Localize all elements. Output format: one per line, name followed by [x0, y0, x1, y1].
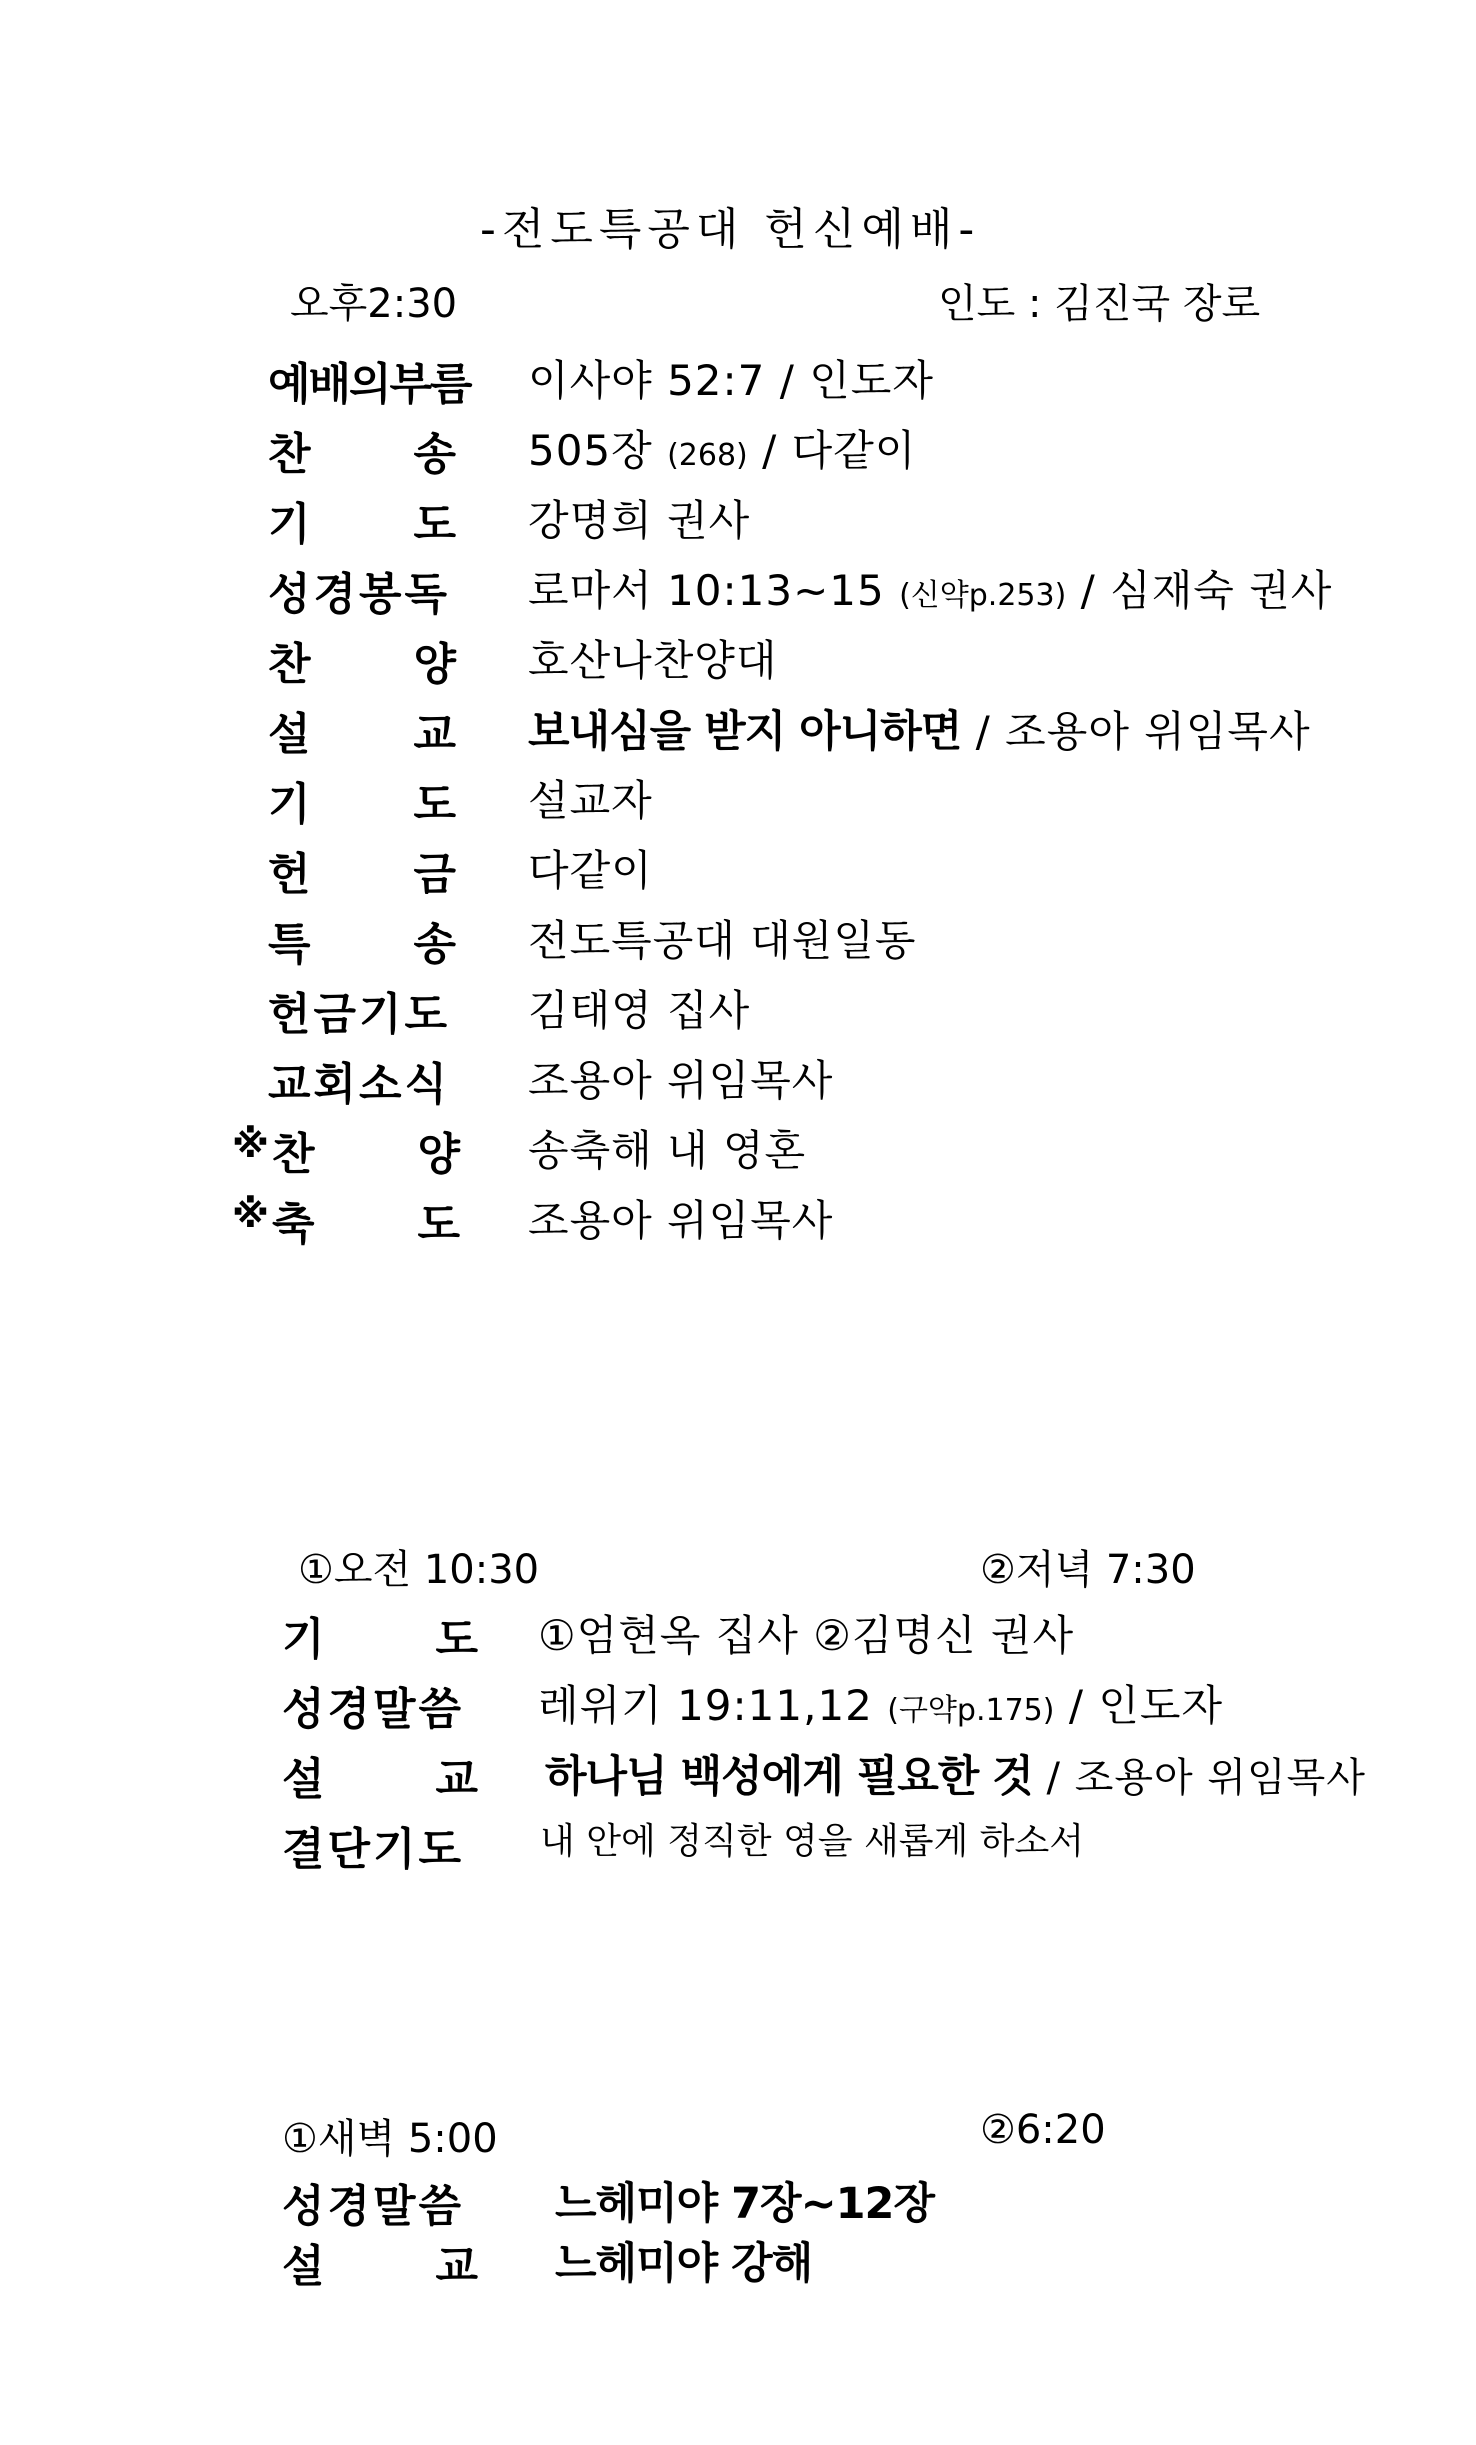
order-label: 헌금기도: [268, 989, 451, 1040]
order-value: 다같이: [528, 846, 653, 895]
order-value: 송축해 내 영혼: [528, 1126, 807, 1175]
order-label: 설 교: [282, 2241, 478, 2292]
service-time-second: ②6:20: [980, 2107, 1106, 2153]
order-value: 하나님 백성에게 필요한 것 / 조용아 위임목사: [545, 1752, 1366, 1802]
order-value: 로마서 10:13~15 (신약p.253) / 심재숙 권사: [528, 566, 1333, 615]
order-value: 김태영 집사: [528, 986, 751, 1035]
order-label: 찬 양: [268, 639, 456, 690]
order-label: 찬 양: [272, 1129, 460, 1180]
order-value: 전도특공대 대원일동: [528, 916, 917, 965]
order-label: 헌 금: [268, 849, 456, 900]
order-value: 느헤미야 강해: [555, 2239, 813, 2289]
order-value: 느헤미야 7장~12장: [555, 2179, 934, 2229]
order-label: 교회소식: [268, 1059, 451, 1110]
order-label: 기 도: [282, 1614, 478, 1665]
order-value: 레위기 19:11,12 (구약p.175) / 인도자: [538, 1681, 1224, 1730]
order-label: 기 도: [268, 499, 456, 550]
order-value: 이사야 52:7 / 인도자: [528, 356, 934, 405]
service-leader: 인도 : 김진국 장로: [938, 281, 1261, 327]
service-time-morning: ①오전 10:30: [298, 1547, 540, 1593]
order-value: 내 안에 정직한 영을 새롭게 하소서: [540, 1821, 1085, 1862]
order-label: 특 송: [268, 919, 456, 970]
service-title: -전도특공대 헌신예배-: [480, 204, 981, 255]
order-value: 설교자: [528, 776, 653, 825]
order-value: 강명희 권사: [528, 496, 751, 545]
order-label: 설 교: [268, 709, 456, 760]
order-label: 성경말씀: [282, 1684, 465, 1735]
order-value: 505장 (268) / 다같이: [528, 426, 917, 475]
service-time: 오후2:30: [290, 281, 458, 327]
mark-symbol: ※: [232, 1122, 269, 1166]
order-label: 찬 송: [268, 429, 456, 480]
mark-symbol: ※: [232, 1192, 269, 1236]
order-value: ①엄현옥 집사 ②김명신 권사: [538, 1611, 1075, 1660]
order-value: 보내심을 받지 아니하면 / 조용아 위임목사: [528, 707, 1311, 757]
order-label: 성경말씀: [282, 2181, 465, 2232]
service-time-dawn: ①새벽 5:00: [282, 2116, 498, 2162]
order-label: 예배의부름: [268, 359, 471, 410]
order-label: 기 도: [268, 779, 456, 830]
order-label: 성경봉독: [268, 569, 451, 620]
order-label: 결단기도: [282, 1824, 465, 1875]
order-value: 호산나찬양대: [528, 636, 778, 685]
order-value: 조용아 위임목사: [528, 1196, 834, 1245]
service-time-evening: ②저녁 7:30: [980, 1547, 1196, 1593]
order-value: 조용아 위임목사: [528, 1056, 834, 1105]
order-label: 설 교: [282, 1754, 478, 1805]
order-label: 축 도: [272, 1199, 460, 1250]
